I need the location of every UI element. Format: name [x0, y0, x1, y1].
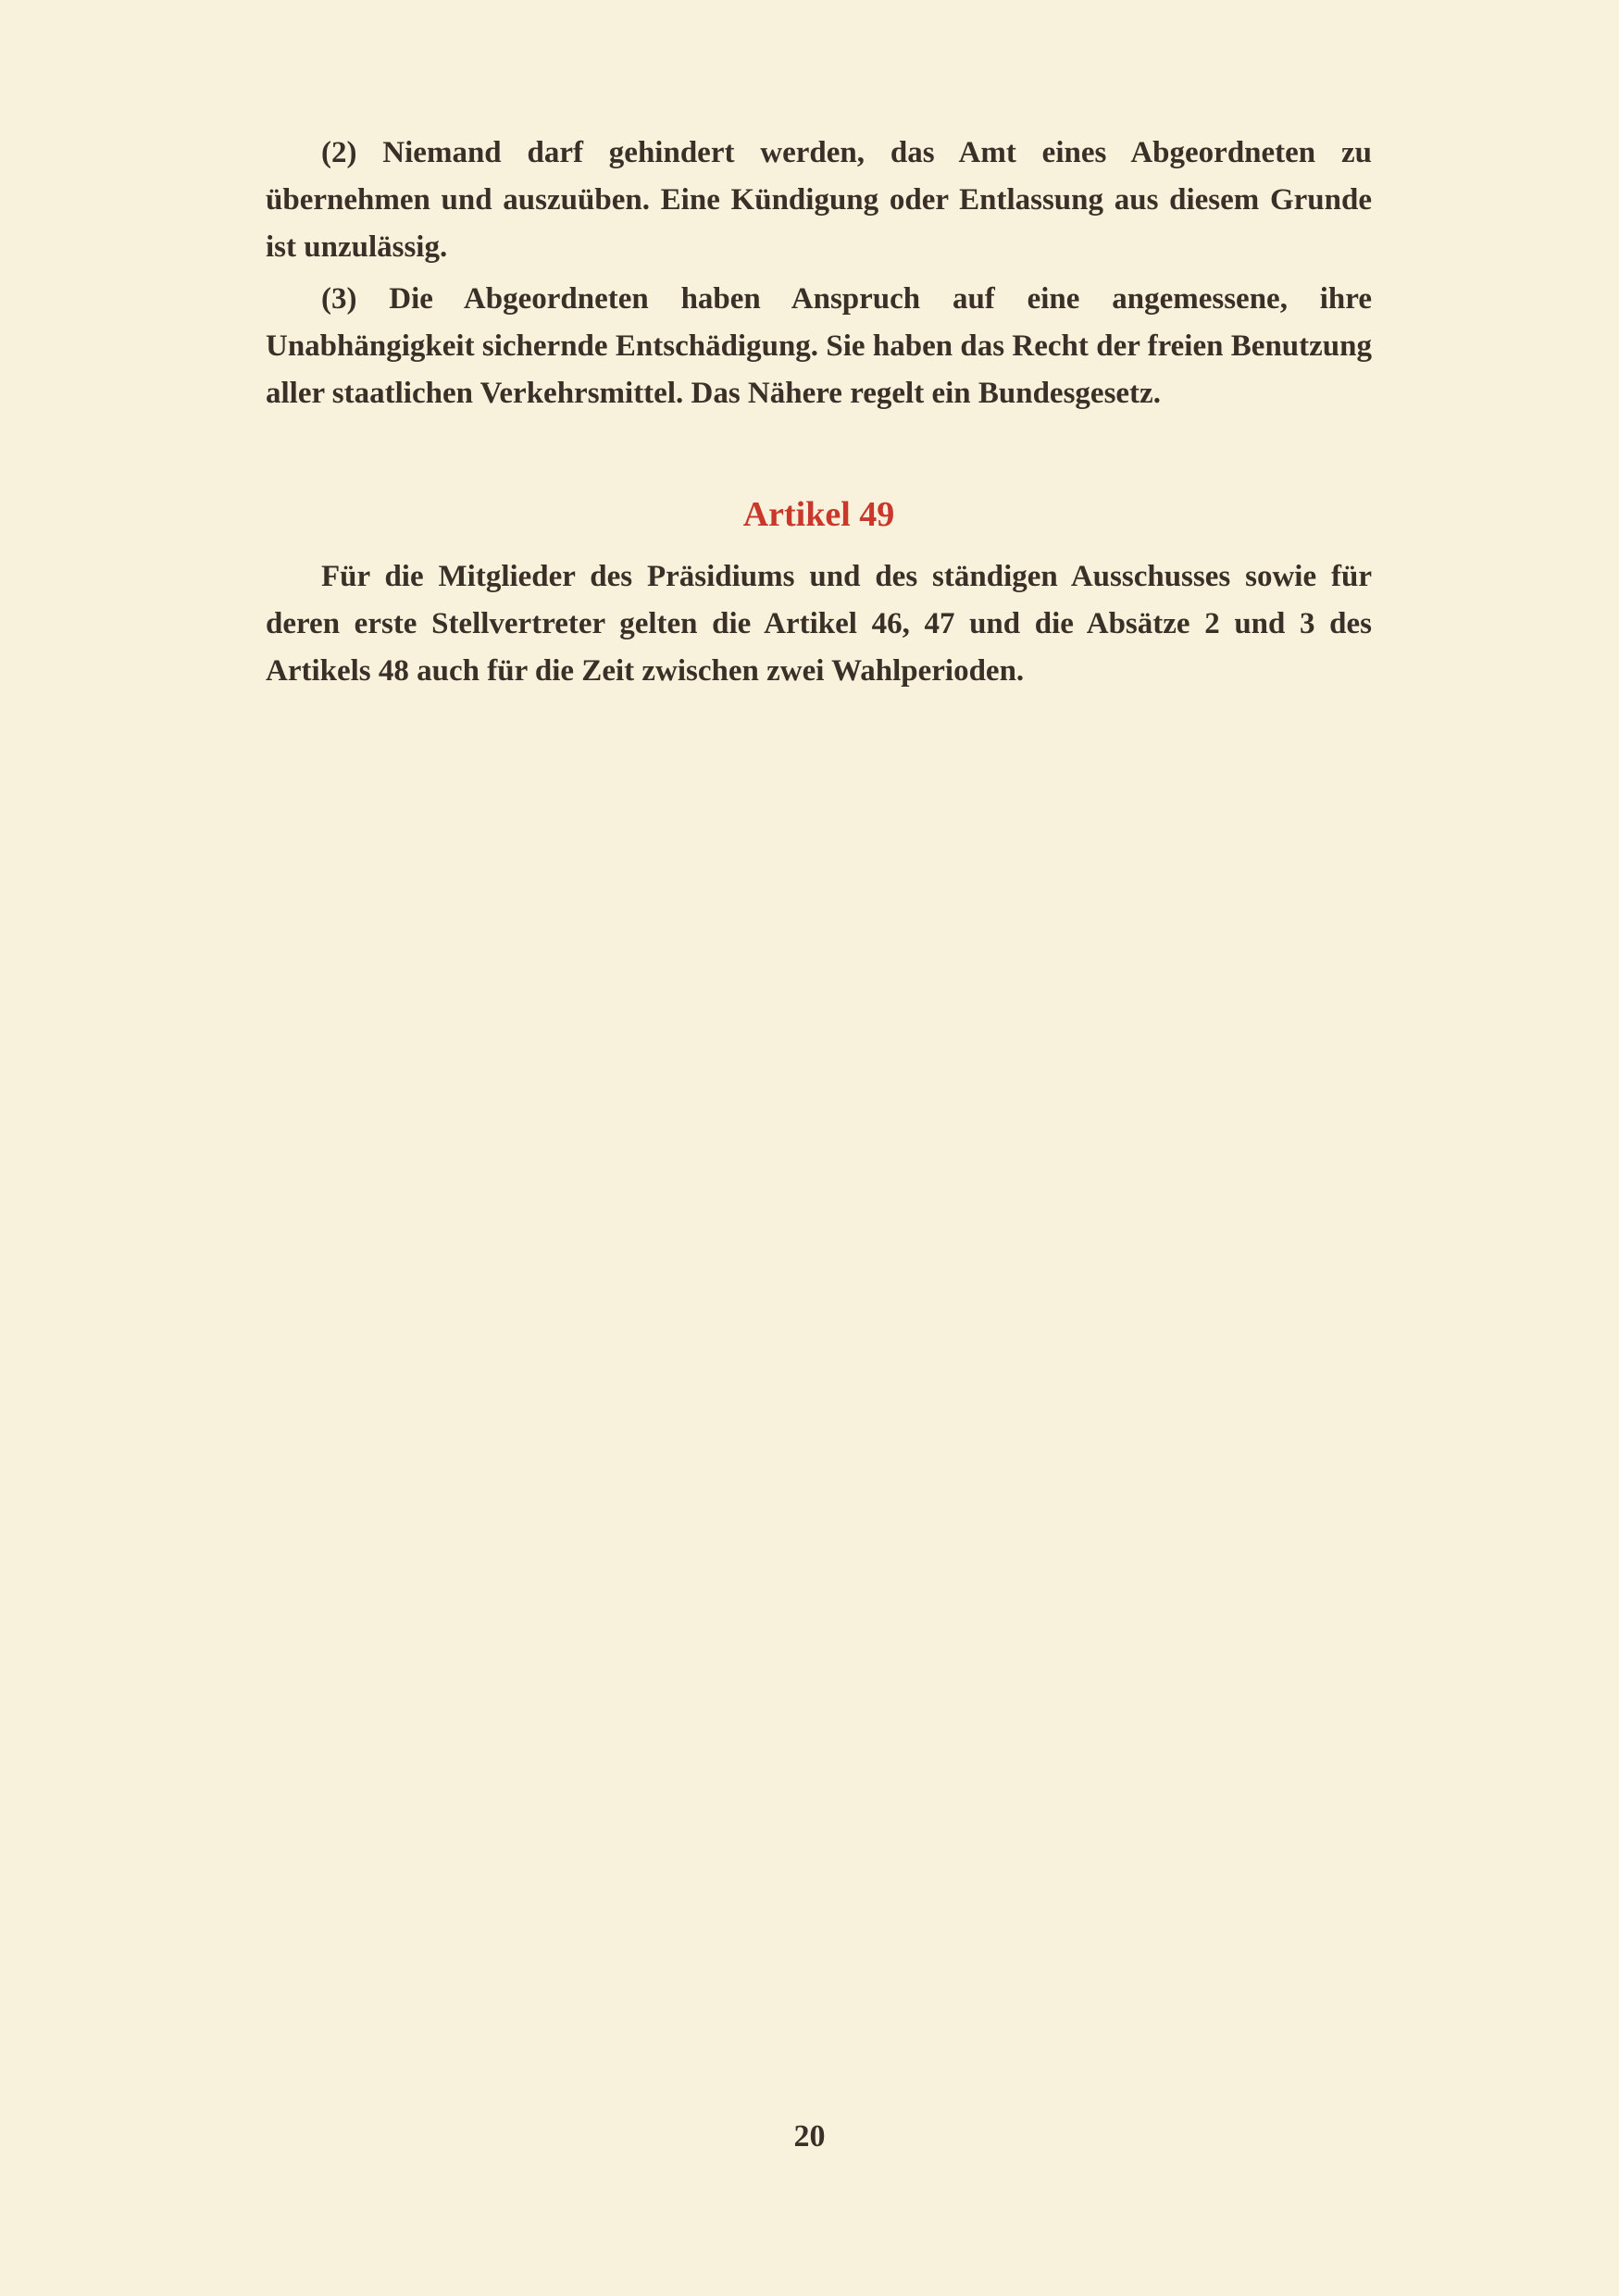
- article-48-continuation: [266, 130, 1372, 422]
- paragraph-2: (2) Niemand darf gehindert werden, das Amt eines Abgeordneten zu übernehmen und auszuüben. Eine Kündigung oder Entlassung aus diesem Grunde ist unzulässig.: [266, 136, 1372, 264]
- article-49-body: [266, 553, 1372, 700]
- article-49-heading: Artikel 49: [742, 495, 895, 534]
- page-number: 20: [793, 2119, 826, 2153]
- article-49-paragraph: Für die Mitglieder des Präsidiums und des ständigen Ausschusses sowie für deren erste Stellvertreter gelten die Artikel 46, 47 und die Absätze 2 und 3 des Artikels 48 auch für die Zeit zwischen zwei Wahlperioden.: [266, 560, 1372, 688]
- paragraph-3: (3) Die Abgeordneten haben Anspruch auf eine angemessene, ihre Unabhängigkeit sichernde Entschädigung. Sie haben das Recht der freien Benutzung aller staatlichen Verkehrsmittel. Das Nähere regelt ein Bundesgesetz.: [266, 282, 1372, 410]
